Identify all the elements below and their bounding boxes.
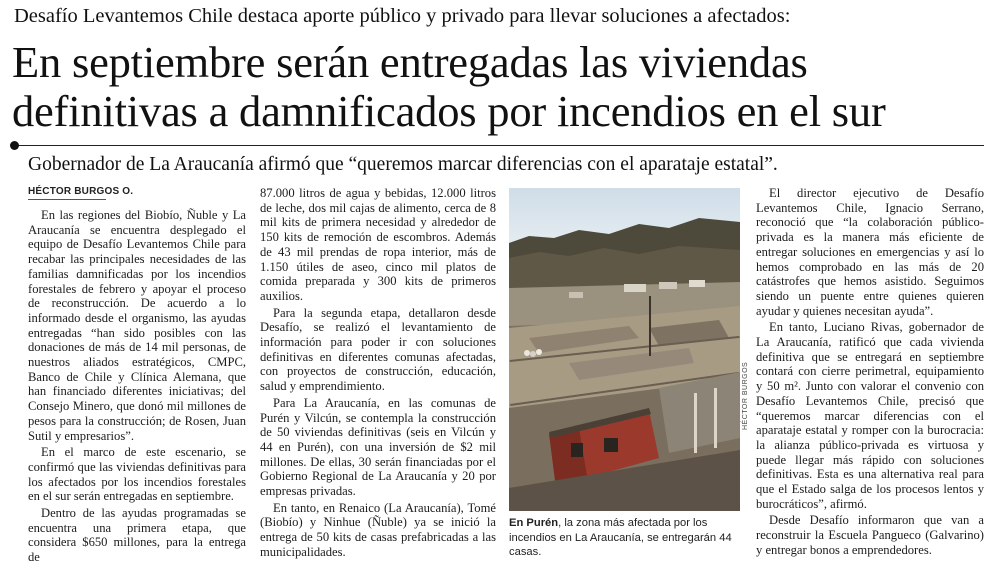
paragraph: Para la segunda etapa, detallaron desde Desafío, se realizó el levantamiento de información para poder ir con soluciones definitivas en diferentes comunas afectadas, con proyectos de construcción, educación, salud y emprendimiento.: [260, 305, 496, 394]
article-headline: [12, 38, 992, 136]
headline-rule: [12, 145, 984, 146]
paragraph: Dentro de las ayudas programadas se encuentra una primera etapa, que considera $650 millones, para la entrega de: [28, 506, 246, 565]
byline-rule: [28, 199, 106, 200]
caption-text: , la zona más afectada por los incendios en La Araucanía, se entregarán 44 casas.: [509, 517, 732, 558]
column-1: [28, 208, 246, 567]
paragraph: El director ejecutivo de Desafío Levantemos Chile, Ignacio Serrano, reconoció que “la colaboración público-privada es la manera más eficiente de entregar soluciones en emergencias y así lo hemos comprobado en las más de 20 catástrofes que hemos asistido. Seguimos siendo un puente entre quienes quieren ayudar y quienes necesitan ayuda”.: [756, 186, 984, 318]
headline-line-1: En septiembre serán entregadas las viviendas: [12, 37, 808, 87]
column-2: [260, 186, 496, 562]
article-kicker: Desafío Levantemos Chile destaca aporte público y privado para llevar soluciones a afectados:: [14, 5, 791, 27]
paragraph: En las regiones del Biobío, Ñuble y La Araucanía se encuentra desplegado el equipo de Desafío Levantemos Chile para recabar las principales necesidades de las familias damnificadas por los incendios forestales de febrero y apoyar el proceso de reconstrucción. De acuerdo a lo informado desde el organismo, las ayudas entregadas “han sido posibles con las donaciones de más de 14 mil personas, de nuestros aliados estratégicos, CMPC, Banco de Chile y Clínica Alemana, que han financiado diferentes iniciativas; del Consejo Minero, que donó mil millones de pesos para la construcción; de Rosen, Juan Sutil y empresarios”.: [28, 208, 246, 443]
paragraph: En tanto, Luciano Rivas, gobernador de La Araucanía, ratificó que cada vivienda definitiva que se entregará en septiembre contará con cierre perimetral, equipamiento y 50 m². Junto con valorar el convenio con Desafío Levantemos Chile, precisó que “queremos marcar diferencias con el aparataje estatal y romper con la burocracia: la alianza público-privada es virtuosa y puede llegar más rápido con soluciones definitivas. Esta es una alternativa real para que el Estado salga de los procesos lentos y burocráticos”, afirmó.: [756, 320, 984, 511]
article-subhead: Gobernador de La Araucanía afirmó que “queremos marcar diferencias con el aparataje estatal”.: [28, 154, 778, 175]
article-photo: [509, 188, 740, 511]
headline-line-2: definitivas a damnificados por incendios en el sur: [12, 86, 886, 136]
photo-caption: [509, 516, 749, 560]
paragraph: 87.000 litros de agua y bebidas, 12.000 litros de leche, dos mil cajas de alimento, cerca de 8 mil kits de primera necesidad y alrededor de 150 kits de remoción de escombros. Además de 43 mil prendas de ropa interior, más de 1.150 útiles de aseo, cinco mil platos de comida preparada y 300 kits de primeros auxilios.: [260, 186, 496, 303]
column-4: [756, 186, 984, 560]
paragraph: En tanto, en Renaico (La Araucanía), Tomé (Biobío) y Ninhue (Ñuble) ya se inició la entrega de 50 kits de casas prefabricadas a las municipalidades.: [260, 500, 496, 559]
rule-bullet: [10, 141, 19, 150]
photo-credit: HÉCTOR BURGOS: [742, 361, 749, 430]
byline: HÉCTOR BURGOS O.: [28, 186, 134, 197]
paragraph: Desde Desafío informaron que van a reconstruir la Escuela Pangueco (Galvarino) y entregar bonos a emprendedores.: [756, 513, 984, 557]
paragraph: En el marco de este escenario, se confirmó que las viviendas definitivas para los afectados por los incendios forestales en el sur serán entregadas en septiembre.: [28, 445, 246, 504]
caption-lead: En Purén: [509, 517, 559, 529]
paragraph: Para La Araucanía, en las comunas de Purén y Vilcún, se contempla la construcción de 50 viviendas definitivas (seis en Vilcún y 44 en Purén), con una inversión de $2 mil millones. De ellas, 30 serán financiadas por el Gobierno Regional de La Araucanía y 20 por empresas privadas.: [260, 395, 496, 499]
